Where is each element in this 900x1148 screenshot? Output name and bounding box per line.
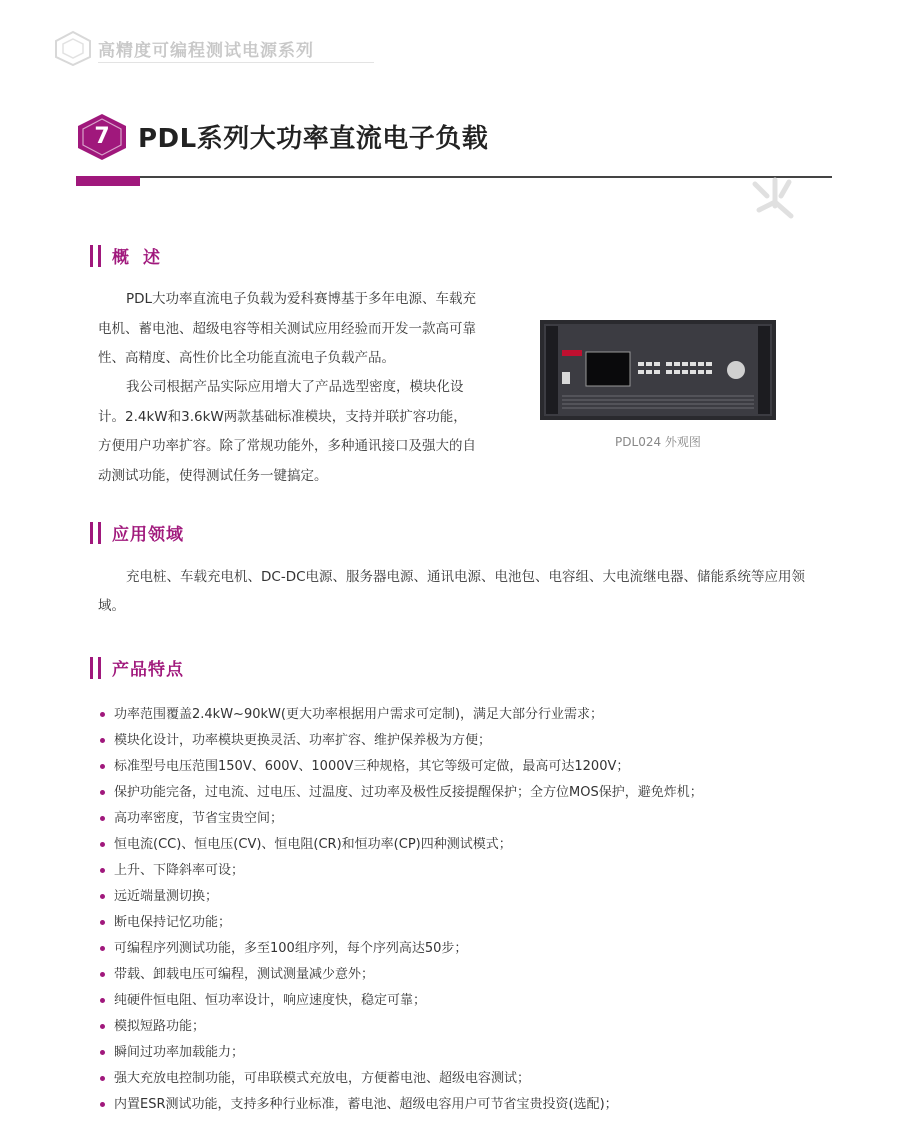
series-title: 高精度可编程测试电源系列	[98, 41, 314, 61]
features-list	[100, 702, 840, 1118]
feature-item	[100, 1040, 840, 1066]
title-accent-bar	[76, 176, 140, 186]
bullet-icon	[100, 894, 105, 899]
feature-text: 模块化设计，功率模块更换灵活、功率扩容、维护保养极为方便；	[114, 733, 492, 748]
feature-text: 远近端量测切换；	[114, 889, 219, 904]
feature-item	[100, 1066, 840, 1092]
page-header	[52, 30, 352, 66]
applications-text: 充电桩、车载充电机、DC-DC电源、服务器电源、通讯电源、电池包、电容组、大电流继电器、储能系统等应用领域。	[98, 569, 806, 614]
bullet-icon	[100, 1076, 105, 1081]
feature-text: 可编程序列测试功能，多至100组序列，每个序列高达50步；	[114, 941, 468, 956]
applications-heading-text: 应用领域	[112, 525, 184, 545]
bullet-icon	[100, 712, 105, 717]
feature-item	[100, 1092, 840, 1118]
hexagon-logo-icon	[52, 30, 94, 66]
watermark-graphic	[745, 176, 805, 226]
feature-item	[100, 806, 840, 832]
feature-text: 内置ESR测试功能，支持多种行业标准，蓄电池、超级电容用户可节省宝贵投资(选配)；	[114, 1097, 618, 1112]
feature-item	[100, 702, 840, 728]
feature-text: 瞬间过功率加载能力；	[114, 1045, 245, 1060]
feature-text: 恒电流(CC)、恒电压(CV)、恒电阻(CR)和恒功率(CP)四种测试模式；	[114, 837, 512, 852]
bullet-icon	[100, 1050, 105, 1055]
feature-item	[100, 780, 840, 806]
chapter-number: 7	[94, 124, 110, 149]
bullet-icon	[100, 998, 105, 1003]
feature-item	[100, 728, 840, 754]
chapter-title: PDL系列大功率直流电子负载	[138, 124, 489, 154]
title-divider	[76, 176, 832, 178]
feature-text: 上升、下降斜率可设；	[114, 863, 245, 878]
features-heading-text: 产品特点	[112, 660, 184, 680]
feature-item	[100, 1014, 840, 1040]
feature-text: 标准型号电压范围150V、600V、1000V三种规格，其它等级可定做，最高可达1200V；	[114, 759, 630, 774]
feature-item	[100, 936, 840, 962]
overview-paragraph-1: PDL大功率直流电子负载为爱科赛博基于多年电源、车载充电机、蓄电池、超级电容等相关测试应用经验而开发一款高可靠性、高精度、高性价比全功能直流电子负载产品。	[98, 291, 477, 366]
feature-text: 纯硬件恒电阻、恒功率设计，响应速度快，稳定可靠；	[114, 993, 427, 1008]
feature-text: 强大充放电控制功能，可串联模式充放电，方便蓄电池、超级电容测试；	[114, 1071, 531, 1086]
bullet-icon	[100, 972, 105, 977]
feature-item	[100, 910, 840, 936]
feature-text: 功率范围覆盖2.4kW~90kW(更大功率根据用户需求可定制)，满足大部分行业需求；	[114, 707, 604, 722]
bullet-icon	[100, 920, 105, 925]
feature-text: 保护功能完备，过电流、过电压、过温度、过功率及极性反接提醒保护；全方位MOS保护，避免炸机；	[114, 785, 703, 800]
pdl024-device-image	[540, 320, 776, 420]
feature-text: 带载、卸载电压可编程，测试测量减少意外；	[114, 967, 375, 982]
feature-item	[100, 962, 840, 988]
bullet-icon	[100, 738, 105, 743]
bullet-icon	[100, 1024, 105, 1029]
feature-text: 模拟短路功能；	[114, 1019, 206, 1034]
bullet-icon	[100, 1102, 105, 1107]
bullet-icon	[100, 816, 105, 821]
overview-heading-text: 概述	[112, 248, 174, 268]
feature-item	[100, 832, 840, 858]
feature-text: 断电保持记忆功能；	[114, 915, 232, 930]
feature-text: 高功率密度，节省宝贵空间；	[114, 811, 284, 826]
bullet-icon	[100, 764, 105, 769]
bullet-icon	[100, 868, 105, 873]
bullet-icon	[100, 790, 105, 795]
feature-item	[100, 988, 840, 1014]
feature-item	[100, 884, 840, 910]
overview-paragraph-2: 我公司根据产品实际应用增大了产品选型密度，模块化设计。2.4kW和3.6kW两款基础标准模块，支持并联扩容功能，方便用户功率扩容。除了常规功能外，多种通讯接口及强大的自动测试功能，使得测试任务一键搞定。	[98, 379, 476, 484]
feature-item	[100, 754, 840, 780]
bullet-icon	[100, 842, 105, 847]
feature-item	[100, 858, 840, 884]
bullet-icon	[100, 946, 105, 951]
device-image-caption: PDL024 外观图	[615, 435, 701, 449]
header-underline	[98, 62, 374, 63]
